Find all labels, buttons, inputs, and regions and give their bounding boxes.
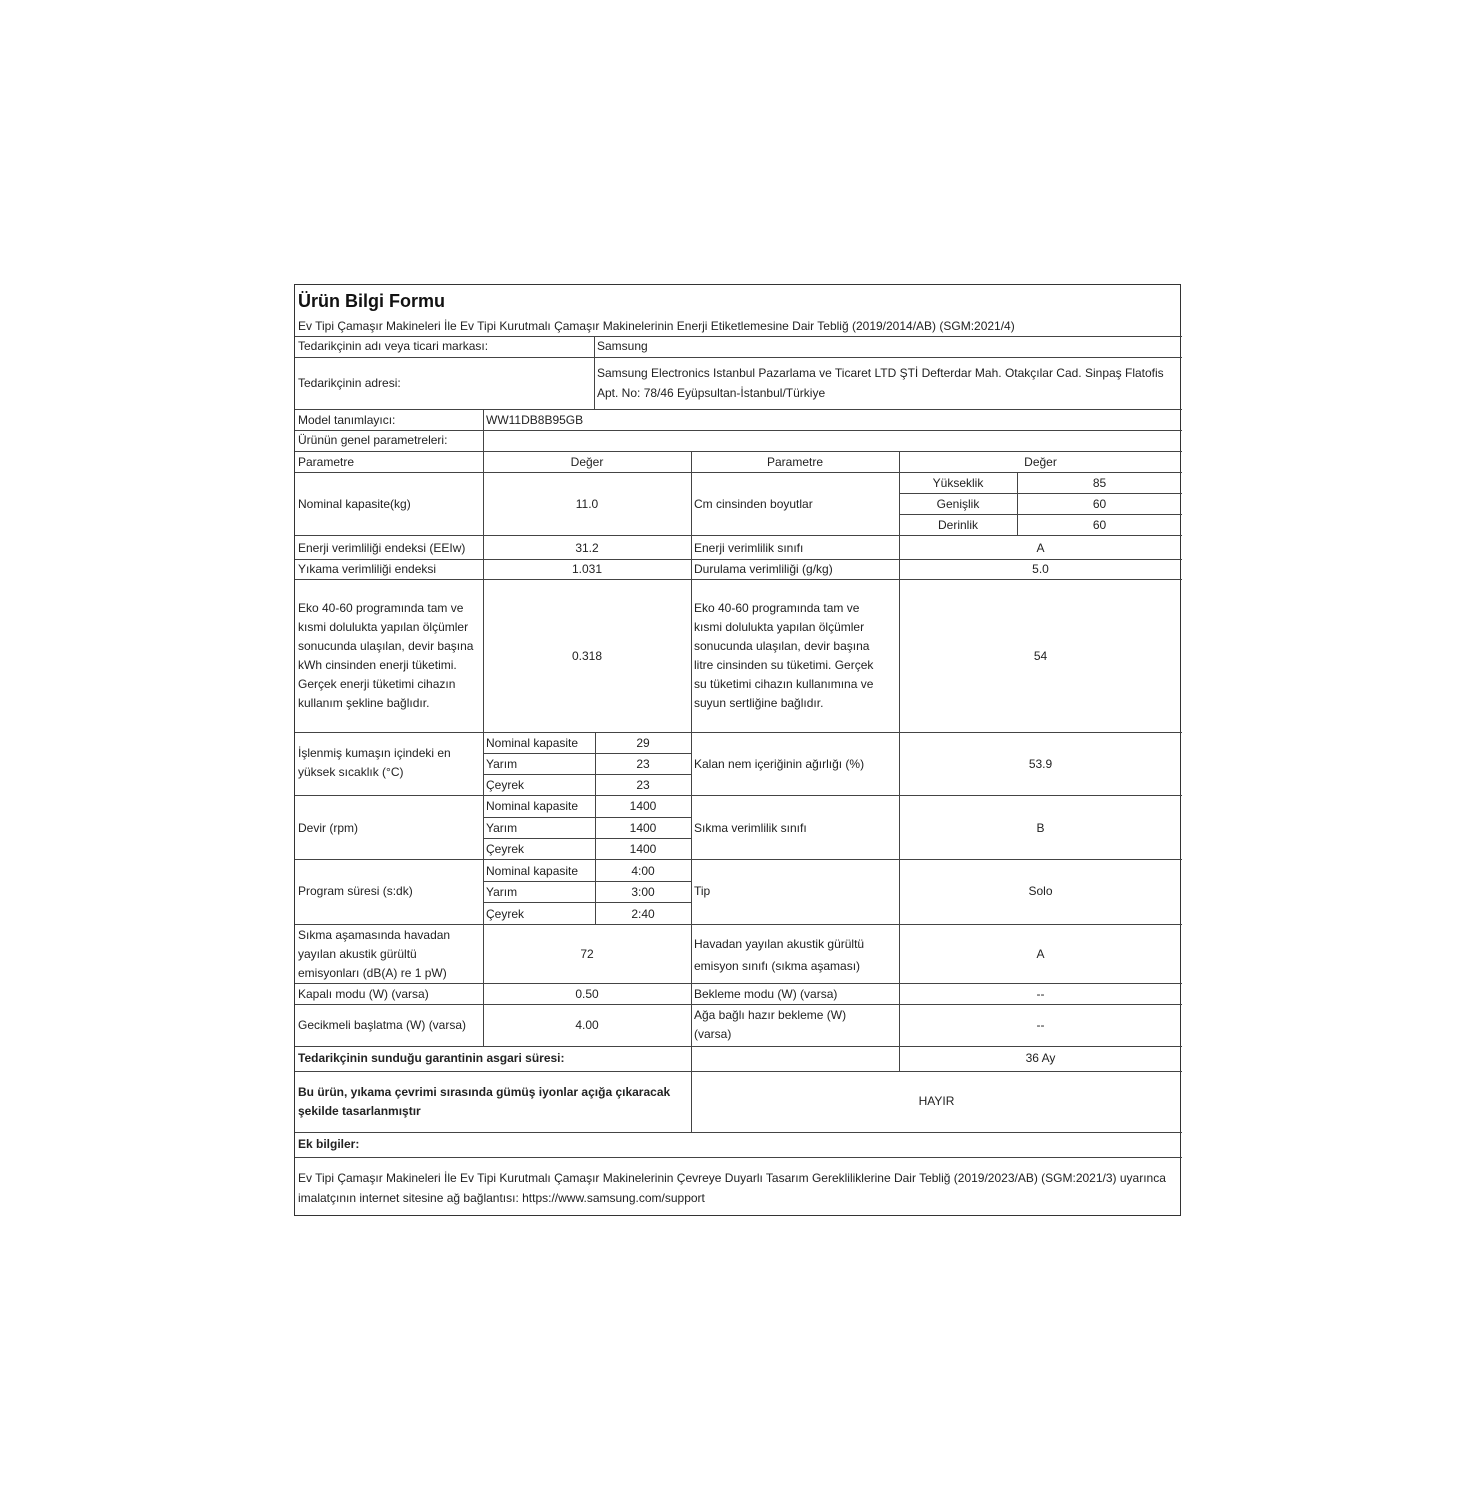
rule [483,881,691,882]
warranty-label: Tedarikçinin sunduğu garantinin asgari süresi: [298,1051,565,1065]
model-value: WW11DB8B95GB [486,413,584,427]
product-info-form [294,284,1181,1216]
extra-info-text: Ev Tipi Çamaşır Makineleri İle Ev Tipi Kurutmalı Çamaşır Makinelerinin Çevreye Duyarlı Tasarım Gerekliliklerine Dair Tebliğ (2019/2023/AB) (SGM:2021/3) uyarınca imalatçının internet sitesine ağ bağlantısı: https://www.samsung.com/support [298,1171,1166,1205]
width-value: 60 [1092,497,1107,511]
eei-label: Enerji verimliliği endeksi (EEIw) [298,541,466,555]
delay-label: Gecikmeli başlatma (W) (varsa) [298,1018,467,1032]
spin-class-label: Sıkma verimlilik sınıfı [694,821,807,835]
rule [594,336,595,409]
duration-full-value: 4:00 [631,864,655,878]
temperature-quarter-value: 23 [636,778,650,792]
rule [295,732,1182,733]
energy-class-value: A [1036,541,1045,555]
duration-half-label: Yarım [486,885,518,899]
capacity-value: 11.0 [575,497,599,511]
param-header-right: Parametre [766,455,824,469]
extra-info-label: Ek bilgiler: [298,1137,360,1151]
spin-half-label: Yarım [486,821,518,835]
supplier-address-value: Samsung Electronics Istanbul Pazarlama ve Ticaret LTD ŞTİ Defterdar Mah. Otakçılar Cad. Sinpaş Flatofis Apt. No: 78/46 Eyüpsultan-İstanbul/Türkiye [597,366,1164,400]
spin-quarter-label: Çeyrek [486,842,525,856]
wash-index-label: Yıkama verimliliği endeksi [298,562,437,576]
form-title: Ürün Bilgi Formu [298,291,445,311]
spin-half-value: 1400 [629,821,657,835]
duration-half-value: 3:00 [631,885,655,899]
network-label: Ağa bağlı hazır bekleme (W) (varsa) [694,1008,847,1041]
value-header-left: Değer [570,455,604,469]
off-mode-value: 0.50 [575,987,599,1001]
rule [295,983,1182,984]
delay-value: 4.00 [575,1018,599,1032]
rule [691,1071,692,1132]
network-value: -- [1036,1018,1045,1032]
rule [483,409,484,451]
temperature-full-label: Nominal kapasite [486,736,579,750]
spin-full-label: Nominal kapasite [486,799,579,813]
warranty-value: 36 Ay [1025,1051,1056,1065]
duration-quarter-label: Çeyrek [486,907,525,921]
standby-label: Bekleme modu (W) (varsa) [694,987,838,1001]
width-label: Genişlik [936,497,980,511]
moisture-label: Kalan nem içeriğinin ağırlığı (%) [694,757,865,771]
supplier-name-label: Tedarikçinin adı veya ticari markası: [298,339,489,353]
rule [295,535,1182,536]
rule [483,753,691,754]
rule [295,1071,1182,1072]
rule [483,774,691,775]
off-mode-label: Kapalı modu (W) (varsa) [298,987,429,1001]
duration-label: Program süresi (s:dk) [298,884,413,898]
noise-label: Sıkma aşamasında havadan yayılan akustik gürültü emisyonları (dB(A) re 1 pW) [298,928,451,980]
depth-label: Derinlik [937,518,978,532]
rule [483,902,691,903]
noise-class-value: A [1036,947,1045,961]
water-consumption-label: Eko 40-60 programında tam ve kısmi dolulukta yapılan ölçümler sonucunda ulaşılan, devir başına litre cinsinden su tüketimi. Gerçek su tüketimi cihazın kullanımına ve suyun sertliğine bağlıdır. [694,601,874,710]
temperature-quarter-label: Çeyrek [486,778,525,792]
rule [295,924,1182,925]
rule [483,838,691,839]
spin-quarter-value: 1400 [629,842,657,856]
energy-consumption-value: 0.318 [571,649,603,663]
duration-quarter-value: 2:40 [631,907,655,921]
rule [295,357,1182,358]
rule [295,1046,1182,1047]
rinse-label: Durulama verimliliği (g/kg) [694,562,833,576]
rule [295,472,1182,473]
moisture-value: 53.9 [1028,757,1053,771]
rule [483,817,691,818]
temperature-label: İşlenmiş kumaşın içindeki en yüksek sıcaklık (°C) [298,746,451,779]
type-value: Solo [1028,884,1053,898]
silver-ions-value: HAYIR [918,1094,955,1108]
height-label: Yükseklik [932,476,984,490]
standby-value: -- [1036,987,1045,1001]
eei-value: 31.2 [575,541,599,555]
rule [295,1004,1182,1005]
depth-value: 60 [1092,518,1107,532]
duration-full-label: Nominal kapasite [486,864,579,878]
rule [899,1046,900,1071]
value-header-right: Değer [1024,455,1057,469]
regulation-text: Ev Tipi Çamaşır Makineleri İle Ev Tipi Kurutmalı Çamaşır Makinelerinin Enerji Etiketlemesine Dair Tebliğ (2019/2014/AB) (SGM:2021/4) [298,319,1015,333]
model-label: Model tanımlayıcı: [298,413,396,427]
water-consumption-value: 54 [1033,649,1048,663]
noise-class-label: Havadan yayılan akustik gürültü emisyon sınıfı (sıkma aşaması) [694,937,865,973]
rule [295,451,1182,452]
energy-consumption-label: Eko 40-60 programında tam ve kısmi dolulukta yapılan ölçümler sonucunda ulaşılan, devir başına kWh cinsinden enerji tüketimi. Gerçek enerji tüketimi cihazın kullanım şekline bağlıdır. [298,601,474,710]
noise-value: 72 [580,947,594,961]
spin-label: Devir (rpm) [298,821,358,835]
dimensions-label: Cm cinsinden boyutlar [694,497,813,511]
general-parameters-label: Ürünün genel parametreleri: [298,433,448,447]
type-label: Tip [694,884,711,898]
rule [295,1132,1182,1133]
silver-ions-label: Bu ürün, yıkama çevrimi sırasında gümüş iyonlar açığa çıkaracak şekilde tasarlanmıştır [298,1085,671,1118]
rule [295,579,1182,580]
supplier-address-label: Tedarikçinin adresi: [298,376,401,390]
capacity-label: Nominal kapasite(kg) [298,497,411,511]
rule [899,514,1182,515]
energy-class-label: Enerji verimlilik sınıfı [694,541,804,555]
temperature-full-value: 29 [636,736,650,750]
height-value: 85 [1092,476,1107,490]
spin-class-value: B [1036,821,1045,835]
rule [295,795,1182,796]
wash-index-value: 1.031 [571,562,603,576]
temperature-half-label: Yarım [486,757,518,771]
param-header-left: Parametre [298,455,355,469]
rule [899,493,1182,494]
temperature-half-value: 23 [636,757,650,771]
rule [295,1157,1182,1158]
rule [295,859,1182,860]
rule [691,451,692,1071]
supplier-name-value: Samsung [597,339,648,353]
spin-full-value: 1400 [629,799,657,813]
rinse-value: 5.0 [1032,562,1049,576]
rule [295,409,1182,410]
